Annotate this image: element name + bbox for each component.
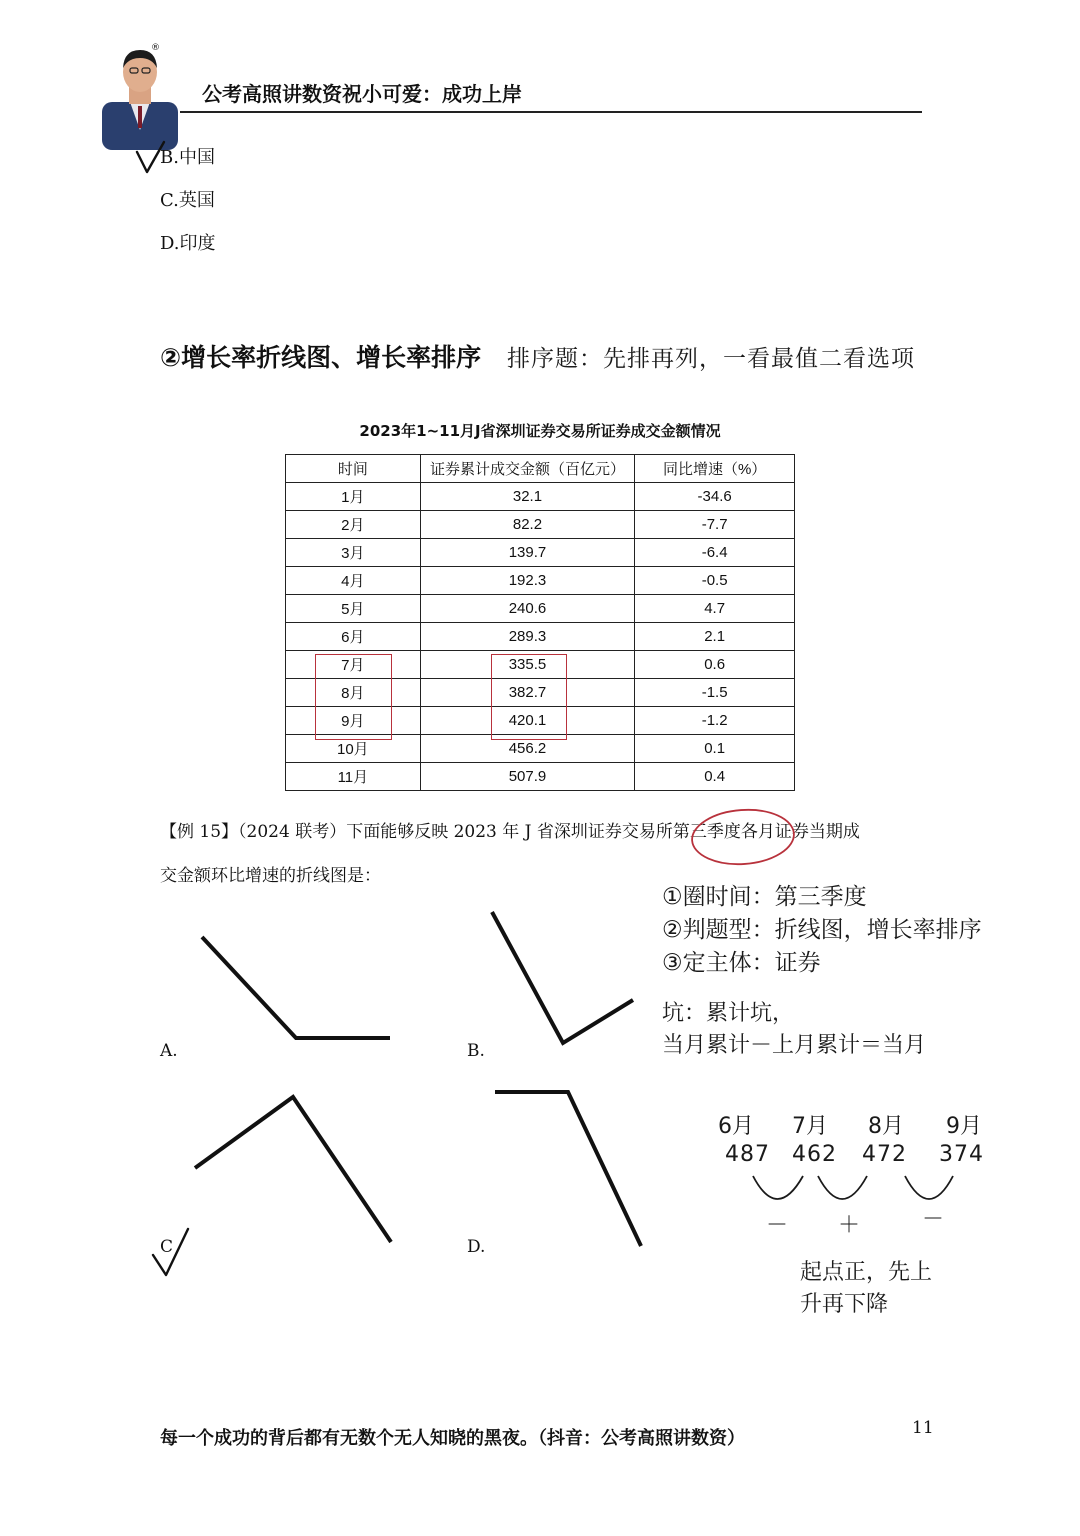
- table-cell: -7.7: [635, 511, 795, 539]
- option-c-label[interactable]: C: [160, 1237, 174, 1257]
- note-step-2: ②判题型：折线图，增长率排序: [662, 917, 982, 943]
- table-cell: 4.7: [635, 595, 795, 623]
- note-month-8: 8月: [868, 1114, 904, 1139]
- table-cell: 7月: [286, 651, 421, 679]
- prev-option-c: C.英国: [160, 190, 215, 211]
- section-title: ②增长率折线图、增长率排序: [160, 343, 482, 372]
- table-row: [286, 483, 795, 511]
- table-cell: 1月: [286, 483, 421, 511]
- table-cell: -1.5: [635, 679, 795, 707]
- table-cell: 139.7: [420, 539, 635, 567]
- table-cell: 0.4: [635, 763, 795, 791]
- table-cell: 420.1: [420, 707, 635, 735]
- note-month-9: 9月: [946, 1114, 982, 1139]
- option-b-line-chart[interactable]: [480, 900, 645, 1055]
- table-cell: 9月: [286, 707, 421, 735]
- table-cell: 6月: [286, 623, 421, 651]
- table-cell: 289.3: [420, 623, 635, 651]
- header-divider: [180, 111, 922, 113]
- option-d-label[interactable]: D.: [467, 1237, 486, 1257]
- circle-annotation: [688, 806, 798, 868]
- handwritten-note: 排序题：先排再列，一看最值二看选项: [507, 346, 915, 372]
- table-row: [286, 539, 795, 567]
- table-cell: -6.4: [635, 539, 795, 567]
- data-table: [285, 454, 795, 791]
- table-row: [286, 567, 795, 595]
- highlight-box-values: [491, 654, 567, 740]
- table-row: [286, 623, 795, 651]
- option-d-line-chart[interactable]: [485, 1080, 650, 1250]
- option-a-line-chart[interactable]: [190, 925, 400, 1050]
- note-month-6: 6月: [718, 1114, 754, 1139]
- table-cell: 240.6: [420, 595, 635, 623]
- option-a-label[interactable]: A.: [160, 1041, 178, 1061]
- table-cell: 2.1: [635, 623, 795, 651]
- note-conclusion-1: 起点正，先上: [800, 1260, 933, 1285]
- table-cell: 5月: [286, 595, 421, 623]
- column-header: 同比增速（%）: [635, 455, 795, 483]
- table-cell: 335.5: [420, 651, 635, 679]
- table-row: [286, 511, 795, 539]
- note-value-8: 472: [862, 1142, 907, 1167]
- prev-option-b: B.中国: [160, 147, 215, 168]
- table-cell: 456.2: [420, 735, 635, 763]
- registered-mark: ®: [151, 43, 160, 53]
- table-cell: 2月: [286, 511, 421, 539]
- table-cell: 3月: [286, 539, 421, 567]
- note-step-3: ③定主体：证券: [662, 950, 821, 976]
- note-trap-2: 当月累计－上月累计＝当月: [662, 1033, 927, 1058]
- note-sign-3: －: [922, 1207, 945, 1232]
- note-sign-2: ＋: [838, 1213, 861, 1238]
- question-line-2: 交金额环比增速的折线图是：: [160, 866, 381, 886]
- table-cell: 11月: [286, 763, 421, 791]
- table-header-row: [286, 455, 795, 483]
- footer-text: 每一个成功的背后都有无数个无人知晓的黑夜。（抖音：公考高照讲数资）: [160, 1428, 745, 1449]
- question-circled-term: 第三季度: [672, 822, 741, 842]
- question-suffix: 各月证券当期成: [740, 822, 860, 842]
- column-header: 证券累计成交金额（百亿元）: [420, 455, 635, 483]
- question-prefix: 【例 15】（2024 联考）下面能够反映 2023 年 J 省深圳证券交易所: [160, 822, 673, 842]
- prev-option-d: D.印度: [160, 233, 216, 254]
- table-cell: 507.9: [420, 763, 635, 791]
- option-c-line-chart[interactable]: [185, 1085, 400, 1250]
- table-cell: 382.7: [420, 679, 635, 707]
- note-month-7: 7月: [792, 1114, 828, 1139]
- note-conclusion-2: 升再下降: [800, 1292, 889, 1317]
- column-header: 时间: [286, 455, 421, 483]
- table-cell: 4月: [286, 567, 421, 595]
- page-number: 11: [912, 1418, 934, 1438]
- note-value-7: 462: [792, 1142, 837, 1167]
- checkmark-icon: [134, 140, 168, 176]
- table-cell: 0.1: [635, 735, 795, 763]
- table-cell: -1.2: [635, 707, 795, 735]
- table-cell: 192.3: [420, 567, 635, 595]
- table-cell: 10月: [286, 735, 421, 763]
- table-cell: -0.5: [635, 567, 795, 595]
- table-row: [286, 763, 795, 791]
- option-b-label[interactable]: B.: [467, 1041, 485, 1061]
- avatar: [100, 40, 180, 150]
- table-cell: 0.6: [635, 651, 795, 679]
- note-trap-1: 坑：累计坑，: [662, 1001, 795, 1026]
- header-title: 公考高照讲数资祝小可爱：成功上岸: [202, 82, 522, 106]
- table-title: 2023年1~11月J省深圳证券交易所证券成交金额情况: [359, 422, 721, 440]
- note-value-6: 487: [725, 1142, 770, 1167]
- table-cell: -34.6: [635, 483, 795, 511]
- table-cell: 8月: [286, 679, 421, 707]
- note-sign-1: －: [766, 1213, 789, 1238]
- highlight-box-months: [315, 654, 392, 740]
- table-cell: 82.2: [420, 511, 635, 539]
- table-cell: 32.1: [420, 483, 635, 511]
- note-value-9: 374: [939, 1142, 984, 1167]
- note-step-1: ①圈时间：第三季度: [662, 884, 867, 910]
- table-row: [286, 595, 795, 623]
